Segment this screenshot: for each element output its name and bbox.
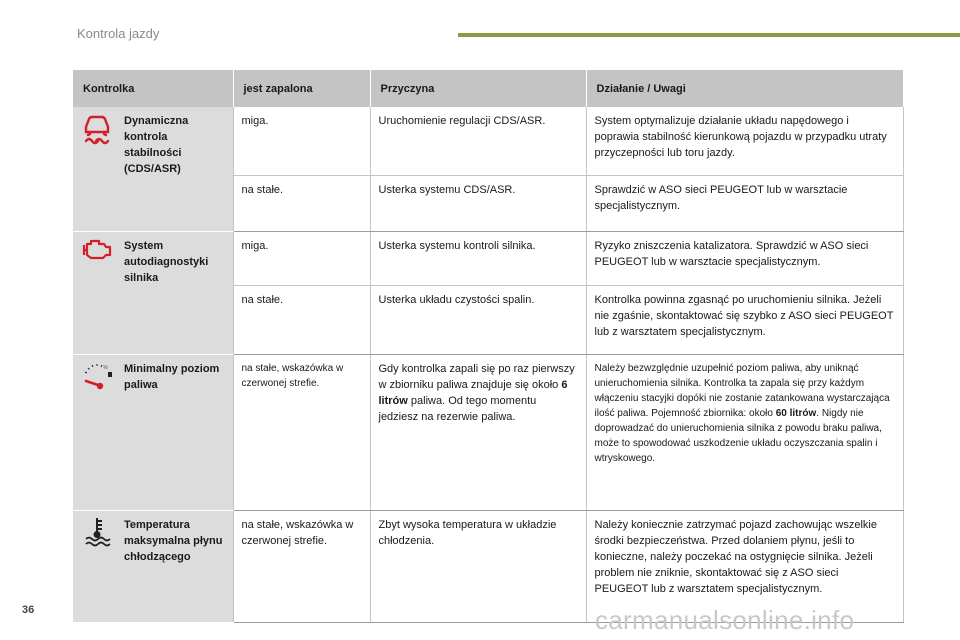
column-header: Kontrolka [73, 70, 233, 107]
cause-cell: Usterka systemu kontroli silnika. [370, 232, 586, 286]
action-text: Należy bezwzględnie uzupełnić poziom paliwa, aby uniknąć unieruchomienia silnika. Kontrolka ta zapala się przy każdym włączeniu stacyjki dopóki nie zostanie zatankowana wystarczająca ilość paliwa. Pojemność zbiornika: około [594, 363, 890, 419]
cause-text: paliwa. Od tego momentu jedziesz na rezerwie paliwa. [378, 395, 537, 423]
action-cell: Sprawdzić w ASO sieci PEUGEOT lub w warsztacie specjalistycznym. [586, 176, 903, 232]
cause-cell: Uruchomienie regulacji CDS/ASR. [370, 107, 586, 176]
icon-cell [73, 511, 120, 623]
cause-cell: Zbyt wysoka temperatura w układzie chłodzenia. [370, 511, 586, 623]
engine-icon [73, 236, 120, 262]
column-header: jest zapalona [233, 70, 370, 107]
cause-cell [370, 355, 586, 511]
header-accent-bar [458, 33, 960, 37]
warning-name: Minimalny poziom paliwa [120, 355, 233, 511]
column-header: Przyczyna [370, 70, 586, 107]
action-cell [586, 355, 903, 511]
action-cell: System optymalizuje działanie układu napędowego i poprawia stabilność kierunkową pojazdu w przypadku utraty przyczepności lub toru jazdy. [586, 107, 903, 176]
cause-cell: Usterka układu czystości spalin. [370, 286, 586, 355]
warning-lights-table [73, 70, 904, 623]
state-cell: na stałe, wskazówka w czerwonej strefie. [233, 355, 370, 511]
watermark: carmanualsonline.info [595, 605, 855, 635]
section-title: Kontrola jazdy [77, 26, 160, 41]
cause-highlight: 6 litrów [378, 379, 568, 407]
warning-name: System autodiagnostyki silnika [120, 232, 233, 355]
action-cell: Kontrolka powinna zgasnąć po uruchomieniu silnika. Jeżeli nie zgaśnie, skontaktować się szybko z ASO sieci PEUGEOT lub z warsztatem specjalistycznym. [586, 286, 903, 355]
fuel-gauge-icon [73, 359, 120, 391]
state-cell: na stałe. [233, 176, 370, 232]
action-highlight: 60 litrów [775, 408, 817, 419]
cause-text: Gdy kontrolka zapali się po raz pierwszy w zbiorniku paliwa znajduje się około [378, 363, 575, 391]
icon-cell [73, 107, 120, 232]
table-header-row [73, 70, 903, 107]
table-row [73, 232, 903, 286]
icon-cell [73, 232, 120, 355]
warning-name: Dynamiczna kontrola stabilności (CDS/ASR) [120, 107, 233, 232]
page-number: 36 [22, 604, 35, 616]
action-cell: Należy koniecznie zatrzymać pojazd zachowując wszelkie środki bezpieczeństwa. Przed dolaniem płynu, jeśli to konieczne, należy poczekać na ostygnięcie silnika. Jeżeli problem nie zniknie, skontaktować się z ASO sieci PEUGEOT lub z warsztatem specjalistycznym. [586, 511, 903, 623]
action-cell: Ryzyko zniszczenia katalizatora. Sprawdzić w ASO sieci PEUGEOT lub w warsztacie specjalistycznym. [586, 232, 903, 286]
icon-cell [73, 355, 120, 511]
state-cell: na stałe, wskazówka w czerwonej strefie. [233, 511, 370, 623]
state-cell: miga. [233, 107, 370, 176]
state-cell: miga. [233, 232, 370, 286]
table-row [73, 107, 903, 176]
column-header: Działanie / Uwagi [586, 70, 903, 107]
svg-text:½: ½ [102, 365, 108, 371]
state-cell: na stałe. [233, 286, 370, 355]
action-text: . Nigdy nie doprowadzać do unieruchomienia silnika z powodu braku paliwa, może to spowodować uszkodzenie układu oczyszczania spalin i wtryskowego. [594, 408, 882, 464]
coolant-temperature-icon [73, 515, 120, 547]
table-row [73, 355, 903, 511]
warning-name: Temperatura maksymalna płynu chłodzącego [120, 511, 233, 623]
stability-control-icon [73, 111, 120, 145]
cause-cell: Usterka systemu CDS/ASR. [370, 176, 586, 232]
